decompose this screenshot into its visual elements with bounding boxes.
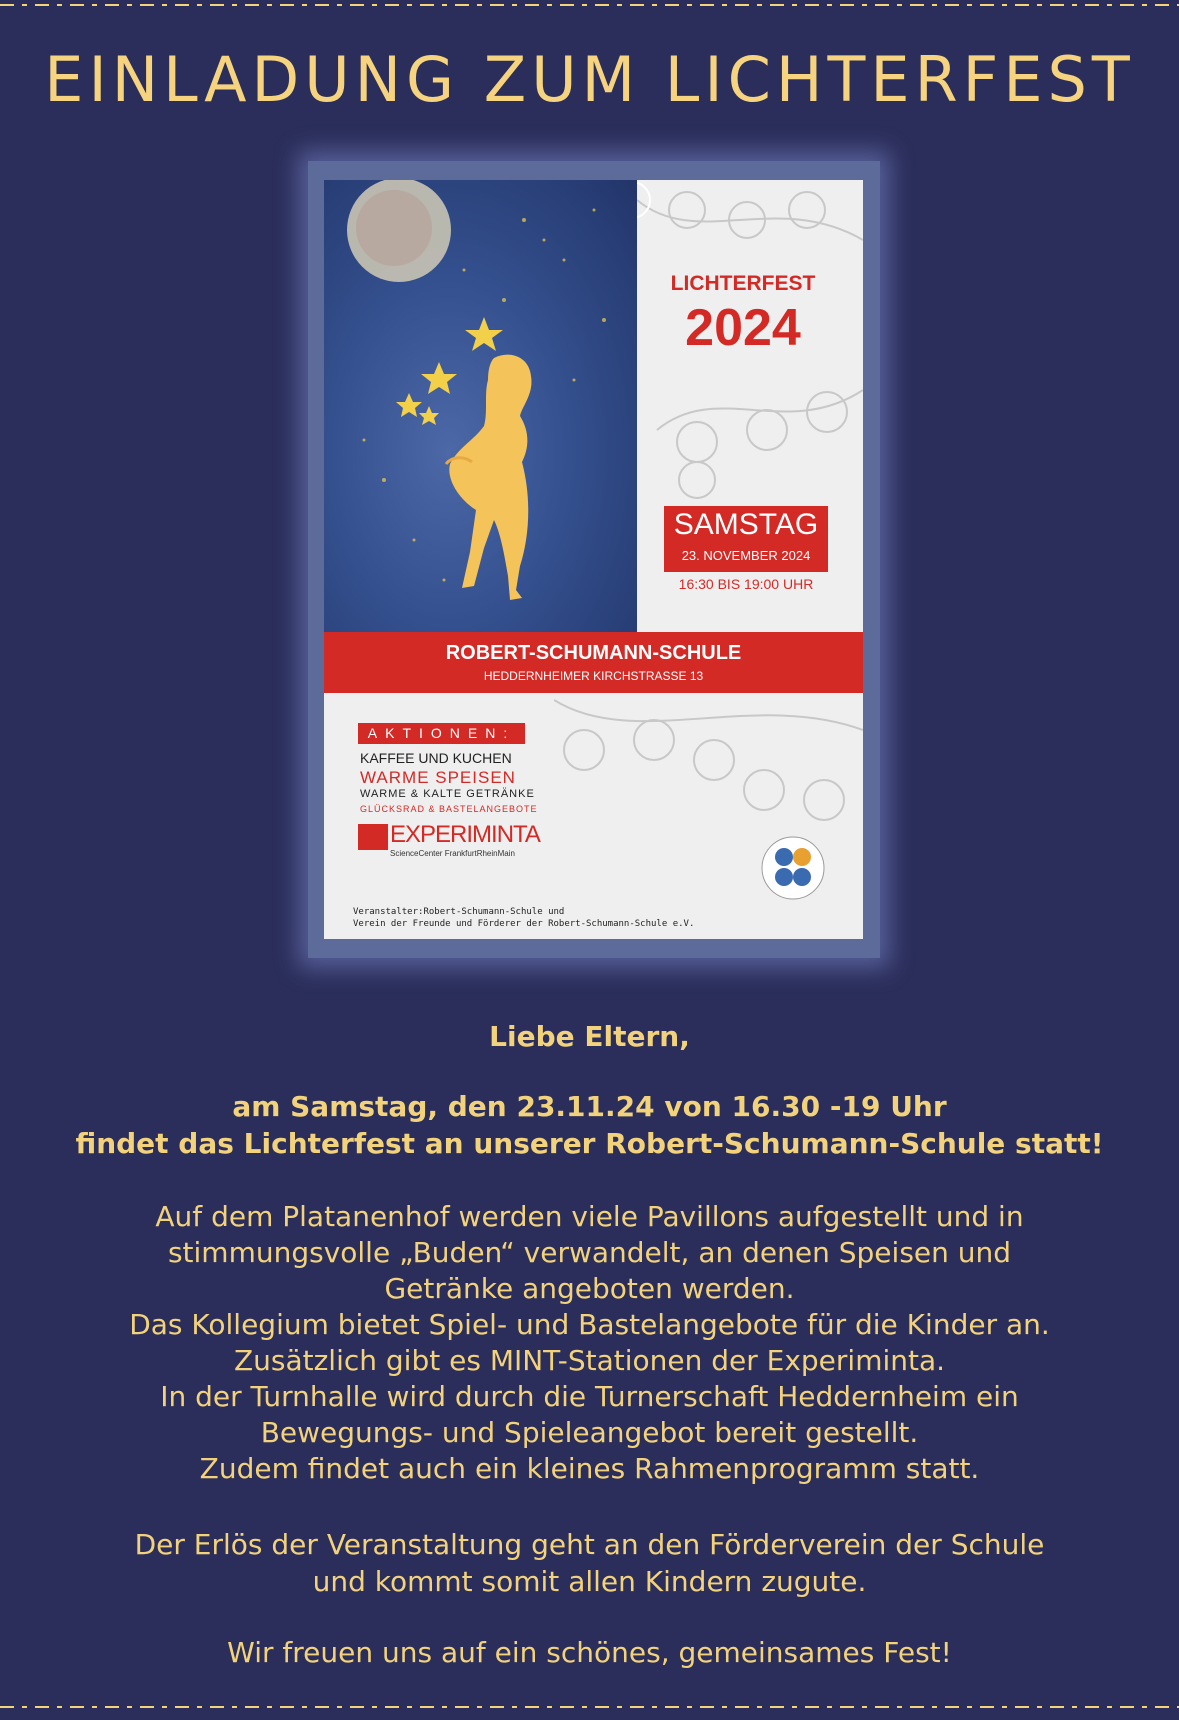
flyer-date: 23. NOVEMBER 2024 xyxy=(681,548,811,563)
body-line: In der Turnhalle wird durch die Turnerschaft Heddernheim ein xyxy=(160,1380,1019,1413)
body-line: Auf dem Platanenhof werden viele Pavillons aufgestellt und in xyxy=(155,1200,1024,1233)
action-item: KAFFEE UND KUCHEN xyxy=(360,750,512,766)
lightbulb-garland-lower-icon xyxy=(554,690,863,850)
proceeds-paragraph xyxy=(40,1526,1139,1600)
organizer-text xyxy=(353,906,773,930)
greeting: Liebe Eltern, xyxy=(489,1020,690,1053)
body-paragraph xyxy=(40,1199,1139,1487)
flyer-school: ROBERT-SCHUMANN-SCHULE xyxy=(445,642,742,664)
flyer-address: HEDDERNHEIMER KIRCHSTRASSE 13 xyxy=(483,669,704,683)
flyer-time: 16:30 BIS 19:00 UHR xyxy=(678,576,814,592)
body-line: Getränke angeboten werden. xyxy=(384,1272,795,1305)
foerderverein-logo-icon xyxy=(760,835,826,901)
closing-line: Wir freuen uns auf ein schönes, gemeinsames Fest! xyxy=(227,1636,952,1669)
action-item: GLÜCKSRAD & BASTELANGEBOTE xyxy=(360,804,538,814)
announcement xyxy=(40,1088,1139,1162)
organizer-line: Verein der Freunde und Förderer der Robert-Schumann-Schule e.V. xyxy=(353,919,695,929)
flyer-painting xyxy=(324,180,637,632)
proceeds-line: und kommt somit allen Kindern zugute. xyxy=(312,1565,867,1598)
body-line: Bewegungs- und Spieleangebot bereit gestellt. xyxy=(260,1416,919,1449)
flyer-day: SAMSTAG xyxy=(673,508,819,541)
actions-heading: AKTIONEN: xyxy=(367,725,516,741)
body-line: Zusätzlich gibt es MINT-Stationen der Experiminta. xyxy=(233,1344,946,1377)
partner-subtitle: ScienceCenter FrankfurtRheinMain xyxy=(390,849,515,858)
bottom-dashed-border xyxy=(0,1705,1179,1709)
announcement-line: am Samstag, den 23.11.24 von 16.30 -19 Uhr xyxy=(232,1090,947,1123)
action-item: WARME & KALTE GETRÄNKE xyxy=(360,788,535,800)
body-line: Zudem findet auch ein kleines Rahmenprogramm statt. xyxy=(199,1452,980,1485)
flyer-year: 2024 xyxy=(685,299,801,357)
body-line: stimmungsvolle „Buden“ verwandelt, an denen Speisen und xyxy=(167,1236,1012,1269)
body-line: Das Kollegium bietet Spiel- und Bastelangebote für die Kinder an. xyxy=(129,1308,1050,1341)
action-item: WARME SPEISEN xyxy=(360,768,516,787)
event-flyer xyxy=(324,180,863,939)
page-title: EINLADUNG ZUM LICHTERFEST xyxy=(44,43,1135,116)
proceeds-line: Der Erlös der Veranstaltung geht an den Förderverein der Schule xyxy=(134,1528,1045,1561)
announcement-line: findet das Lichterfest an unserer Robert-Schumann-Schule statt! xyxy=(75,1127,1104,1160)
flyer-event-name: LICHTERFEST xyxy=(670,272,816,295)
experiminta-logo-icon xyxy=(358,824,388,850)
partner-name: EXPERIMINTA xyxy=(390,821,540,848)
organizer-line: Veranstalter:Robert-Schumann-Schule und xyxy=(353,907,565,917)
top-dashed-border xyxy=(0,3,1179,7)
